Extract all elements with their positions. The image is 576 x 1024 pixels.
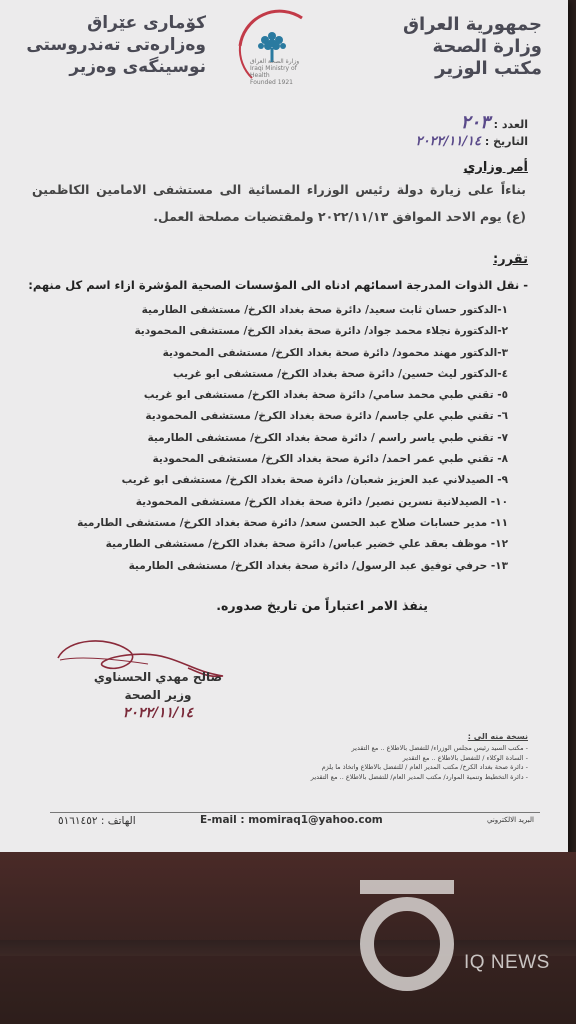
watermark-text: IQ NEWS: [464, 952, 550, 973]
table-surface: [0, 852, 576, 1024]
decision-heading: تقرر:: [492, 252, 528, 267]
copies-heading: نسخة منه الى :: [467, 732, 528, 741]
list-item: ٩- الصيدلاني عبد العزيز شعبان/ دائرة صحة بغداد الكرخ/ مستشفى ابو غريب: [121, 474, 508, 487]
email-address: E-mail : momiraq1@yahoo.com: [200, 814, 383, 826]
copy-recipient: - السادة الوكلاء / للتفضل بالاطلاع .. مع التقدير: [402, 753, 528, 762]
list-item: ٨- تقني طبي عمر احمد/ دائرة صحة بغداد الكرخ/ مستشفى المحمودية: [152, 453, 508, 466]
date-value: ٢٠٢٢/١١/١٤: [415, 134, 482, 149]
copy-recipient: - مكتب السيد رئيس مجلس الوزراء/ للتفضل بالاطلاع .. مع التقدير: [351, 744, 528, 752]
copy-recipient: - دائرة صحة بغداد الكرخ/ مكتب المدير العام / للتفضل بالاطلاع واتخاذ ما يلزم: [321, 763, 528, 771]
list-item: ٢-الدكتورة نجلاء محمد جواد/ دائرة صحة بغداد الكرخ/ مستشفى المحمودية: [134, 325, 508, 338]
list-item: ٥- تقني طبي محمد سامي/ دائرة صحة بغداد الكرخ/ مستشفى ابو غريب: [143, 389, 508, 402]
list-item: ١٢- موظف بعقد علي خضير عباس/ دائرة صحة بغداد الكرخ/ مستشفى الطارمية: [105, 538, 508, 551]
copies-list: [168, 744, 528, 782]
number-value: ٢٠٣: [460, 112, 490, 133]
header-line-2: وزارة الصحة: [432, 36, 542, 57]
list-item: ٤-الدكتور ليث حسين/ دائرة صحة بغداد الكرخ/ مستشفى ابو غريب: [173, 367, 508, 380]
document-footer: [50, 814, 540, 830]
transfer-list: [38, 300, 508, 577]
list-item: ١٣- حرفي توفيق عبد الرسول/ دائرة صحة بغداد الكرخ/ مستشفى الطارمية: [128, 559, 508, 572]
signature-block: [58, 668, 258, 722]
document-date: [416, 134, 528, 149]
transfer-statement: - نقل الذوات المدرجة اسمائهم ادناه الى المؤسسات الصحية المؤشرة ازاء اسم كل منهم:: [28, 278, 528, 292]
phone-number: الهاتف : ٥١٦١٤٥٢: [58, 815, 136, 827]
logo-caption-line: Iraqi Ministry of Health: [250, 65, 297, 79]
logo-caption-line: Founded 1921: [250, 79, 293, 86]
execution-statement: ينفذ الامر اعتباراً من تاريخ صدوره.: [216, 598, 428, 613]
header-ku-line-2: وەزارەتی تەندروستی: [26, 35, 206, 55]
number-label: العدد :: [493, 118, 528, 131]
footer-divider: [50, 812, 540, 813]
list-item: ٣-الدكتور مهند محمود/ دائرة صحة بغداد الكرخ/ مستشفى المحمودية: [162, 346, 508, 359]
signature-date: ٢٠٢٢/١١/١٤: [122, 705, 194, 721]
logo-caption: [250, 58, 310, 86]
list-item: ١-الدكتور حسان ثابت سعيد/ دائرة صحة بغداد الكرخ/ مستشفى الطارمية: [141, 304, 508, 316]
document-number: [461, 112, 528, 133]
list-item: ١٠- الصيدلانية نسرين نصير/ دائرة صحة بغداد الكرخ/ مستشفى المحمودية: [135, 495, 508, 508]
header-line-1: جمهورية العراق: [402, 14, 542, 35]
ministry-header-kurdish: [16, 12, 206, 78]
logo-caption-line: وزارة الصحة العراق: [250, 58, 300, 65]
date-label: التاريخ :: [484, 135, 528, 148]
intro-paragraph: بناءاً على زيارة دولة رئيس الوزراء المسائية الى مستشفى الامامين الكاظمين (ع) يوم الاحد الموافق ٢٠٢٢/١١/١٣ ولمقتضيات مصلحة العمل.: [32, 182, 526, 224]
email-label: البريد الالكتروني: [487, 816, 534, 824]
header-line-3: مكتب الوزير: [435, 58, 542, 79]
copy-recipient: - دائرة التخطيط وتنمية الموارد/ مكتب المدير العام/ للتفضل بالاطلاع .. مع التقدير: [310, 772, 528, 781]
signatory-name: صالح مهدي الحسناوي: [93, 670, 223, 684]
ministry-header-arabic: [372, 14, 542, 80]
header-ku-line-3: نوسینگەی وەزیر: [69, 57, 206, 77]
signatory-title: وزير الصحة: [124, 688, 192, 702]
iq-news-logo-icon: [352, 876, 462, 996]
list-item: ١١- مدير حسابات صلاح عبد الحسن سعد/ دائرة صحة بغداد الكرخ/ مستشفى الطارمية: [77, 516, 508, 529]
list-item: ٧- تقني طبي ياسر راسم / دائرة صحة بغداد الكرخ/ مستشفى الطارمية: [147, 431, 508, 444]
list-item: ٦- تقني طبي علي جاسم/ دائرة صحة بغداد الكرخ/ مستشفى المحمودية: [145, 410, 508, 423]
document-title: أمر وزاري: [463, 160, 528, 175]
header-ku-line-1: كۆماری عێراق: [87, 13, 206, 33]
